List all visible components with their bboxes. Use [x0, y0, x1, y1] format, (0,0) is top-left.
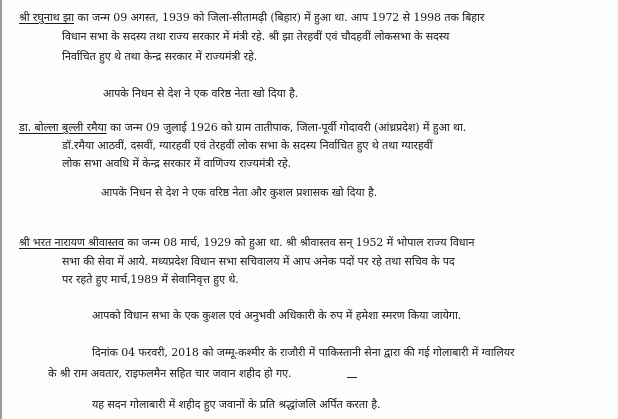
incident-line-2: के श्री राम अवतार, राइफलमैन सहित चार जवान शहीद हो गए. [48, 367, 292, 380]
p3-closing: आपको विधान सभा के एक कुशल एवं अनुभवी अधिकारी के रुप में हमेशा स्मरण किया जायेगा. [92, 309, 462, 322]
p2-line-3: लोक सभा अवधि में केन्द्र सरकार में वाणिज्य राज्यमंत्री रहे. [62, 157, 292, 170]
p3-line-2: सभा की सेवा में आये. मध्यप्रदेश विधान सभा सचिवालय में आप अनेक पदों पर रहे तथा सचिव के पद [62, 255, 455, 268]
p3-line-1-text: का जन्म 08 मार्च, 1929 को हुआ था. श्री श्रीवास्तव सन् 1952 में भोपाल राज्य विधान [123, 236, 475, 249]
p3-line-1 [19, 236, 474, 250]
incident-line-1: दिनांक 04 फरवरी, 2018 को जम्मू-कश्मीर के राजौरी में पाकिस्तानी सेना द्वारा की गई गोलाबारी में ग्वालियर [92, 346, 515, 359]
p2-line-1 [19, 121, 466, 135]
p1-line-3: निर्वाचित हुए थे तथा केन्द्र सरकार में राज्यमंत्री रहे. [62, 50, 258, 63]
p2-closing: आपके निधन से देश ने एक वरिष्ठ नेता और कुशल प्रशासक खो दिया है. [101, 186, 378, 199]
p2-person-name: डा. बोल्ला बुल्ली रमैया [19, 121, 107, 134]
p2-line-2: डॉ.रमैया आठवीं, दसवीं, ग्यारहवीं एवं तेरहवीं लोक सभा के सदस्य निर्वाचित हुए थे तथा ग्यारहवीं [62, 139, 433, 152]
p1-line-2: विधान सभा के सदस्य तथा राज्य सरकार में मंत्री रहे. श्री झा तेरहवीं एवं चौदहवीं लोकसभा के सदस्य [62, 30, 450, 43]
p2-line-1-text: का जन्म 09 जुलाई 1926 को ग्राम तातीपाक, जिला-पूर्वी गोदावरी (आंध्रप्रदेश) में हुआ था. [106, 121, 467, 134]
p1-closing: आपके निधन से देश ने एक वरिष्ठ नेता खो दिया है. [103, 87, 299, 100]
p1-person-name: श्री रघुनाथ झा [19, 11, 74, 24]
incident-closing: यह सदन गोलाबारी में शहीद हुए जवानों के प्रति श्रद्धांजलि अर्पित करता है. [92, 398, 381, 411]
p3-line-3: पर रहते हुए मार्च,1989 में सेवानिवृत्त हुए थे. [62, 273, 239, 286]
scan-edge [0, 0, 2, 419]
p1-line-1-text: का जन्म 09 अगस्त, 1939 को जिला-सीतामढ़ी (बिहार) में हुआ था. आप 1972 से 1998 तक बिहार [73, 11, 485, 24]
p1-line-1 [19, 11, 484, 25]
stray-pen-mark [347, 377, 357, 378]
p3-person-name: श्री भरत नारायण श्रीवास्तव [19, 236, 124, 249]
